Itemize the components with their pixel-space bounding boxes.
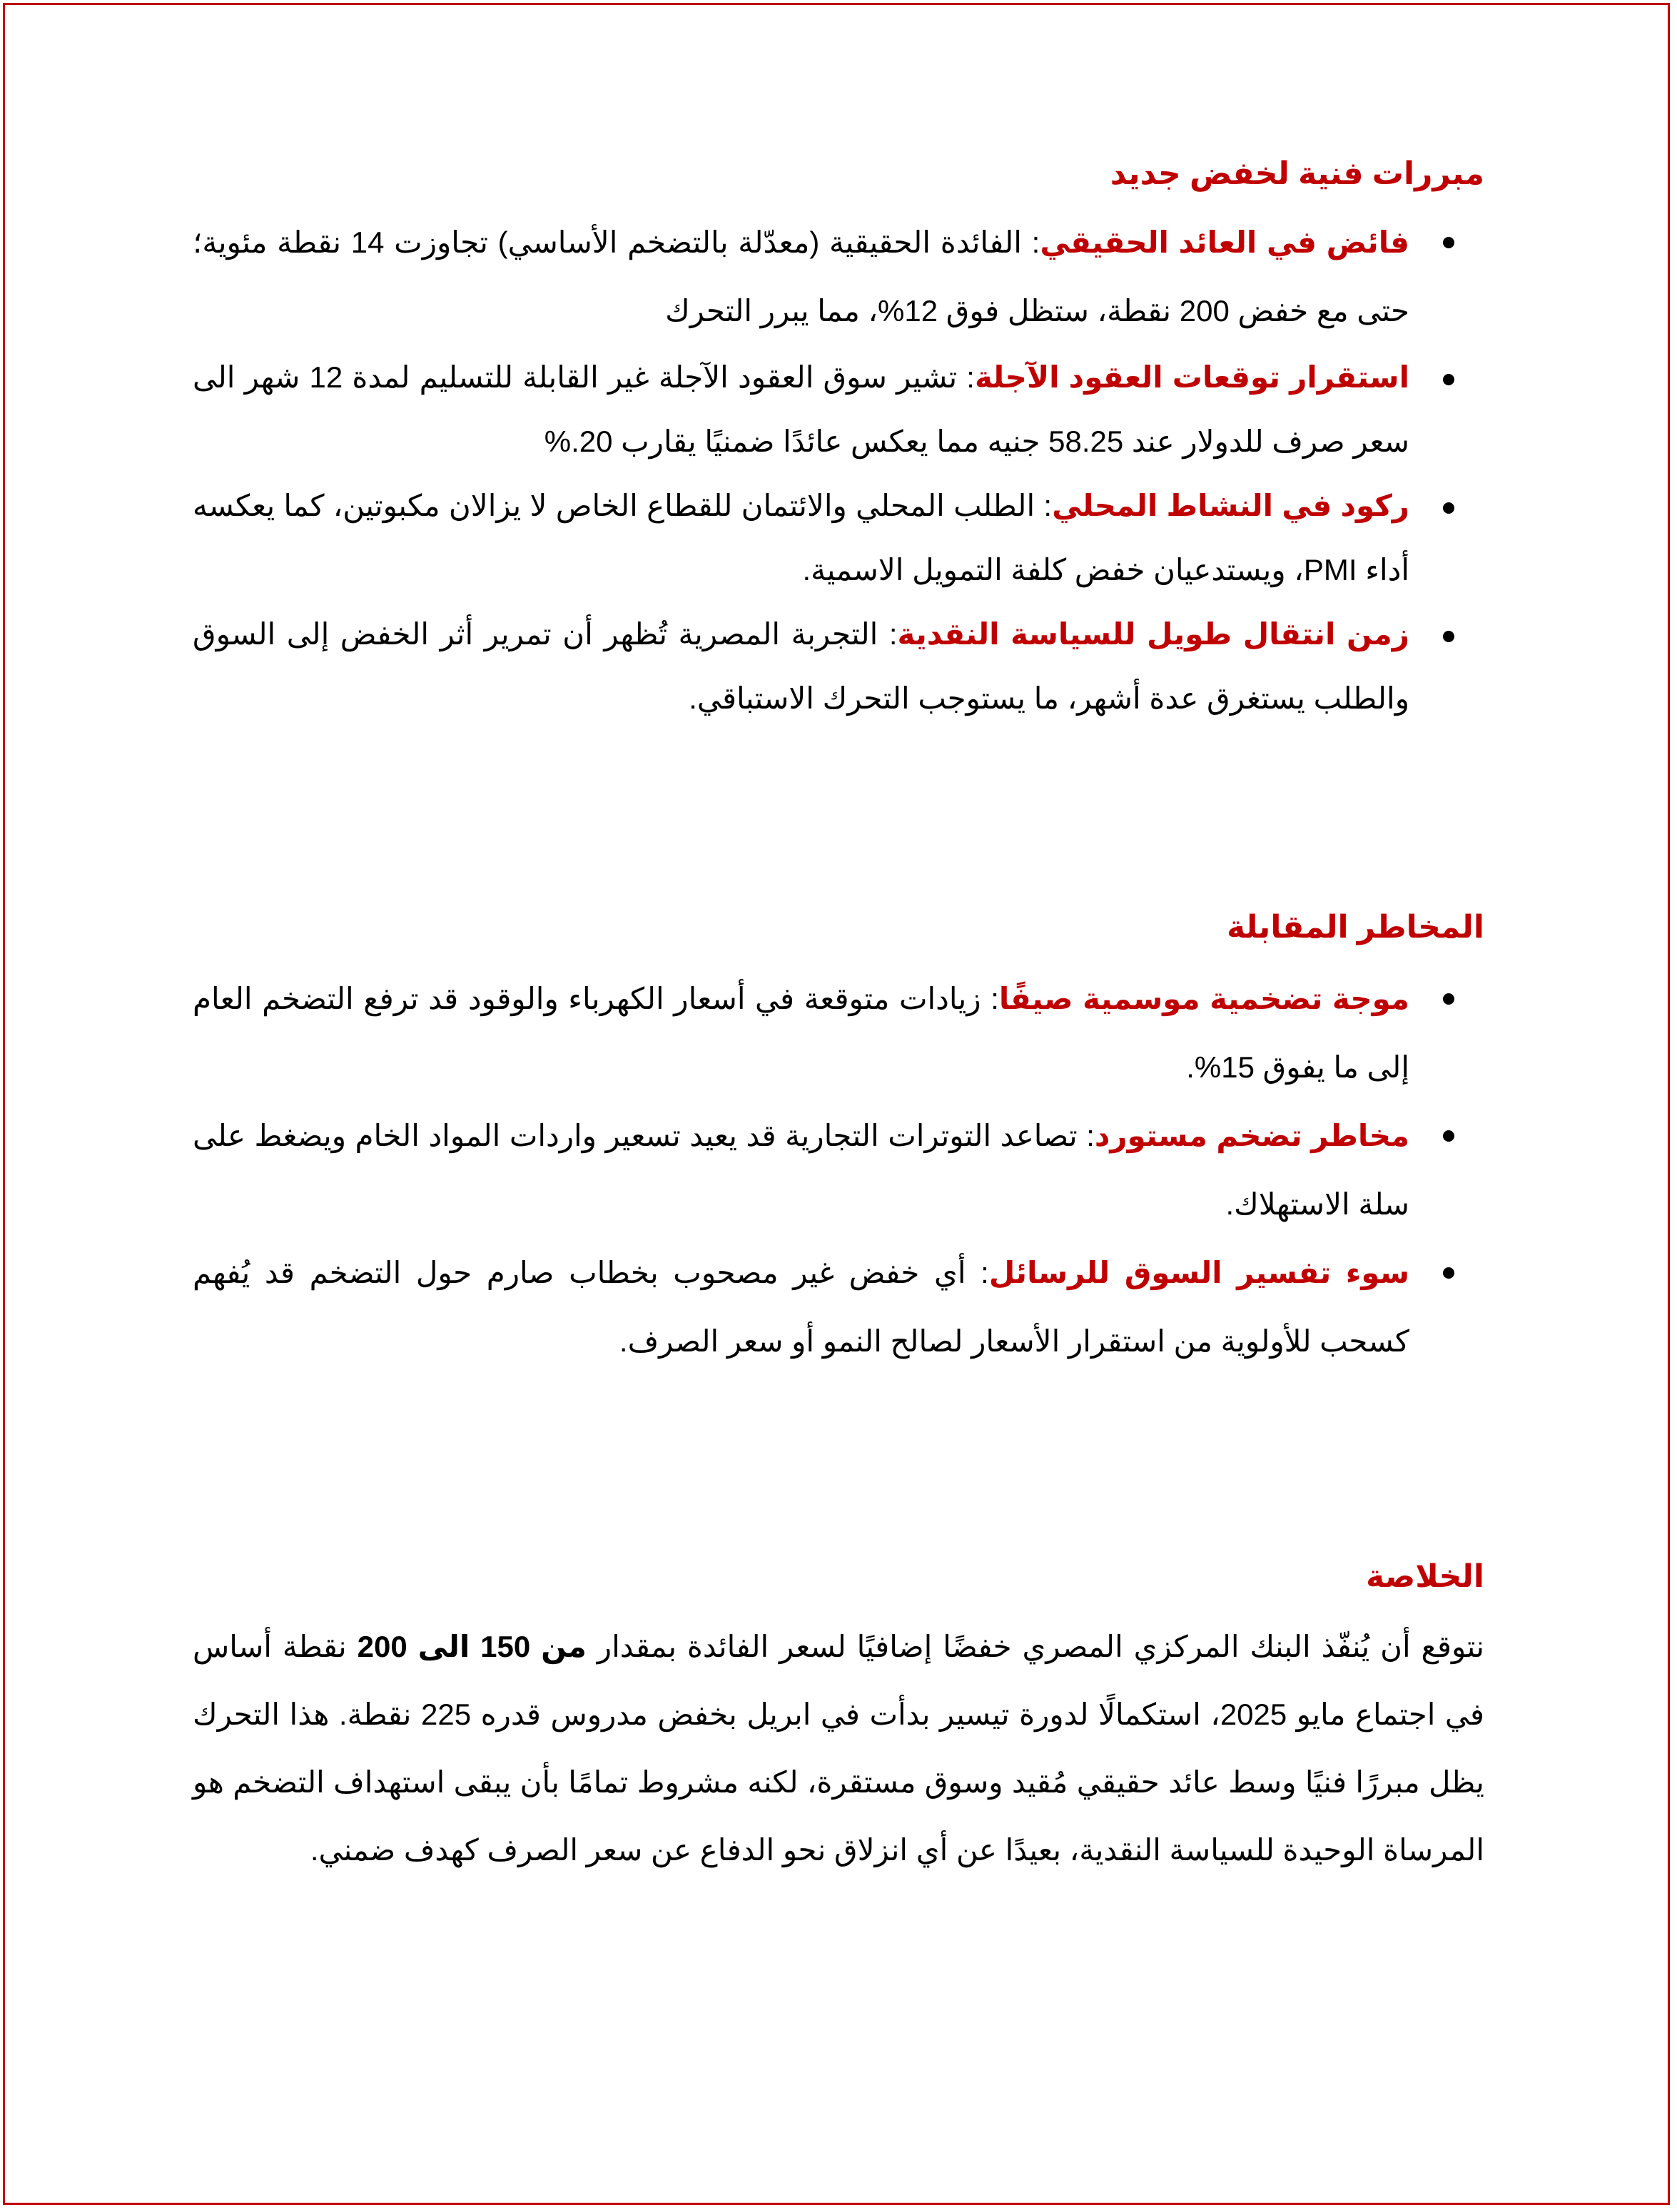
item-text: : الطلب المحلي والائتمان للقطاع الخاص لا يزالان مكبوتين، كما يعكسه أداء PMI، ويستدعيان خفض كلفة التمويل الاسمية.	[193, 489, 1409, 587]
section-heading-technical-justifications: مبررات فنية لخفض جديد	[1110, 156, 1484, 191]
list-item	[193, 208, 1484, 345]
conclusion-text-part1: نتوقع أن يُنفّذ البنك المركزي المصري خفضًا إضافيًا لسعر الفائدة بمقدار	[586, 1630, 1485, 1663]
list-item	[193, 345, 1484, 474]
item-text: : تصاعد التوترات التجارية قد يعيد تسعير واردات المواد الخام ويضغط على سلة الاستهلاك.	[193, 1119, 1409, 1221]
item-term: موجة تضخمية موسمية صيفًا	[998, 982, 1409, 1015]
list-item	[193, 602, 1484, 731]
item-term: سوء تفسير السوق للرسائل	[988, 1256, 1409, 1289]
item-text: : تشير سوق العقود الآجلة غير القابلة للتسليم لمدة 12 شهر الى سعر صرف للدولار عند 58.25 جنيه مما يعكس عائدًا ضمنيًا يقارب 20.%	[193, 360, 1409, 458]
bullet-icon	[1443, 1130, 1454, 1142]
item-text: : أي خفض غير مصحوب بخطاب صارم حول التضخم قد يُفهم كسحب للأولوية من استقرار الأسعار لصالح النمو أو سعر الصرف.	[193, 1256, 1409, 1358]
item-text: : زيادات متوقعة في أسعار الكهرباء والوقود قد ترفع التضخم العام إلى ما يفوق 15%.	[193, 982, 1409, 1084]
item-term: فائض في العائد الحقيقي	[1040, 225, 1409, 259]
item-term: زمن انتقال طويل للسياسة النقدية	[897, 617, 1409, 651]
item-term: استقرار توقعات العقود الآجلة	[974, 360, 1409, 394]
bullet-icon	[1443, 993, 1454, 1005]
bullet-icon	[1443, 502, 1454, 514]
risks-list	[193, 965, 1484, 1376]
justifications-list	[193, 208, 1484, 731]
conclusion-highlight: من 150 الى 200	[357, 1630, 587, 1663]
list-item	[193, 1102, 1484, 1239]
bullet-icon	[1443, 237, 1454, 248]
list-item	[193, 1239, 1484, 1376]
bullet-icon	[1443, 374, 1454, 385]
bullet-icon	[1443, 1267, 1454, 1279]
item-text: : التجربة المصرية تُظهر أن تمرير أثر الخفض إلى السوق والطلب يستغرق عدة أشهر، ما يستوجب التحرك الاستباقي.	[193, 617, 1409, 715]
item-term: مخاطر تضخم مستورد	[1094, 1119, 1409, 1152]
item-text: : الفائدة الحقيقية (معدّلة بالتضخم الأساسي) تجاوزت 14 نقطة مئوية؛ حتى مع خفض 200 نقطة، ستظل فوق 12%، مما يبرر التحرك	[193, 225, 1409, 328]
section-heading-conclusion: الخلاصة	[1366, 1559, 1484, 1594]
conclusion-text-part2: نقطة أساس في اجتماع مايو 2025، استكمالًا لدورة تيسير بدأت في ابريل بخفض مدروس قدره 225 نقطة. هذا التحرك يظل مبررًا فنيًا وسط عائد حقيقي مُقيد وسوق مستقرة، لكنه مشروط تمامًا بأن يبقى استهداف التضخم هو المرساة الوحيدة للسياسة النقدية، بعيدًا عن أي انزلاق نحو الدفاع عن سعر الصرف كهدف ضمني.	[193, 1630, 1484, 1867]
item-term: ركود في النشاط المحلي	[1052, 489, 1409, 522]
section-heading-risks: المخاطر المقابلة	[1227, 910, 1484, 945]
list-item	[193, 965, 1484, 1102]
list-item	[193, 474, 1484, 602]
bullet-icon	[1443, 631, 1454, 642]
conclusion-paragraph	[193, 1613, 1484, 1884]
